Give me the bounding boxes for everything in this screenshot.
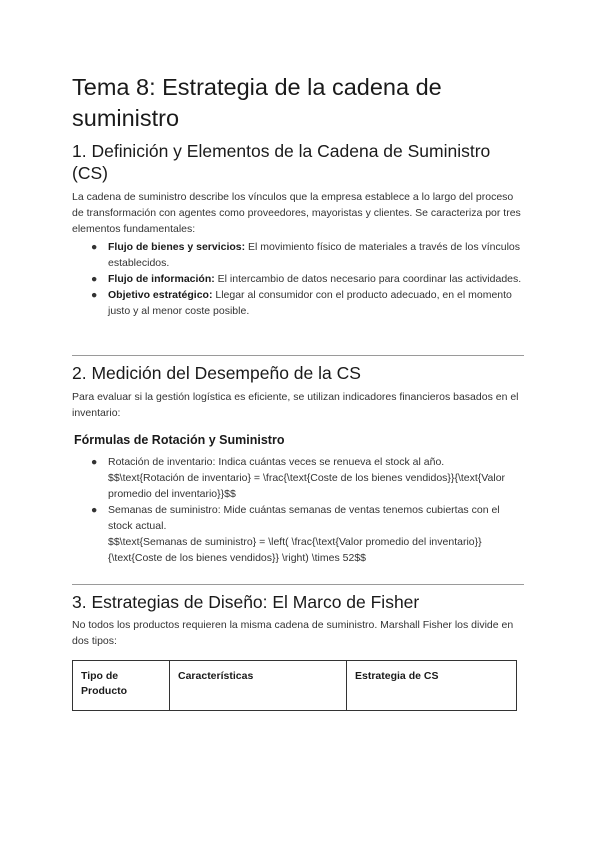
table-header-row	[73, 661, 517, 711]
list-item	[72, 454, 524, 502]
section3-heading: 3. Estrategias de Diseño: El Marco de Fisher	[72, 592, 420, 612]
table-header-cell: Características	[170, 661, 347, 711]
section-divider	[72, 355, 524, 356]
section2-list	[72, 454, 524, 566]
item-text: Rotación de inventario: Indica cuántas veces se renueva el stock al año.	[108, 456, 445, 468]
bullet-icon: ●	[91, 241, 98, 253]
item-text: Semanas de suministro: Mide cuántas semanas de ventas tenemos cubiertas con el stock actual.	[108, 504, 500, 532]
section2-intro: Para evaluar si la gestión logística es eficiente, se utilizan indicadores financieros basados en el inventario:	[72, 391, 519, 419]
item-text: El intercambio de datos necesario para coordinar las actividades.	[214, 273, 522, 285]
list-item	[72, 239, 524, 271]
bullet-icon: ●	[91, 289, 98, 301]
section1-heading: 1. Definición y Elementos de la Cadena de Suministro (CS)	[72, 141, 491, 183]
section2-heading: 2. Medición del Desempeño de la CS	[72, 363, 361, 383]
formula-text: $$\text{Rotación de inventario} = \frac{\text{Coste de los bienes vendidos}}{\text{Valor promedio del inventario}}$$	[108, 472, 506, 500]
item-text: El movimiento físico de materiales a través de los vínculos establecidos.	[108, 241, 521, 269]
item-term: Flujo de bienes y servicios:	[108, 241, 246, 253]
list-item	[72, 287, 524, 319]
document-title: Tema 8: Estrategia de la cadena de suministro	[72, 74, 442, 131]
list-item	[72, 271, 524, 287]
section1-list	[72, 239, 524, 319]
formula-text: $$\text{Semanas de suministro} = \left( \frac{\text{Valor promedio del inventario}}{\text{Coste de los bienes vendidos}} \right) \times 52$$	[108, 536, 482, 564]
bullet-icon: ●	[91, 504, 98, 516]
item-text: Llegar al consumidor con el producto adecuado, en el momento justo y al menor coste posible.	[108, 289, 512, 317]
table-header-cell: Tipo de Producto	[73, 661, 170, 711]
table-header-cell: Estrategia de CS	[347, 661, 517, 711]
item-term: Objetivo estratégico:	[108, 289, 213, 301]
fisher-table	[72, 660, 517, 711]
bullet-icon: ●	[91, 456, 98, 468]
section1-intro: La cadena de suministro describe los vínculos que la empresa establece a lo largo del proceso de transformación con agentes como proveedores, mayoristas y clientes. Se caracteriza por tres elementos fundamentales:	[72, 191, 521, 235]
section2-subheading: Fórmulas de Rotación y Suministro	[74, 433, 285, 447]
bullet-icon: ●	[91, 273, 98, 285]
list-item	[72, 502, 524, 566]
section-divider	[72, 584, 524, 585]
section3-intro: No todos los productos requieren la misma cadena de suministro. Marshall Fisher los divide en dos tipos:	[72, 619, 514, 647]
item-term: Flujo de información:	[108, 273, 215, 285]
